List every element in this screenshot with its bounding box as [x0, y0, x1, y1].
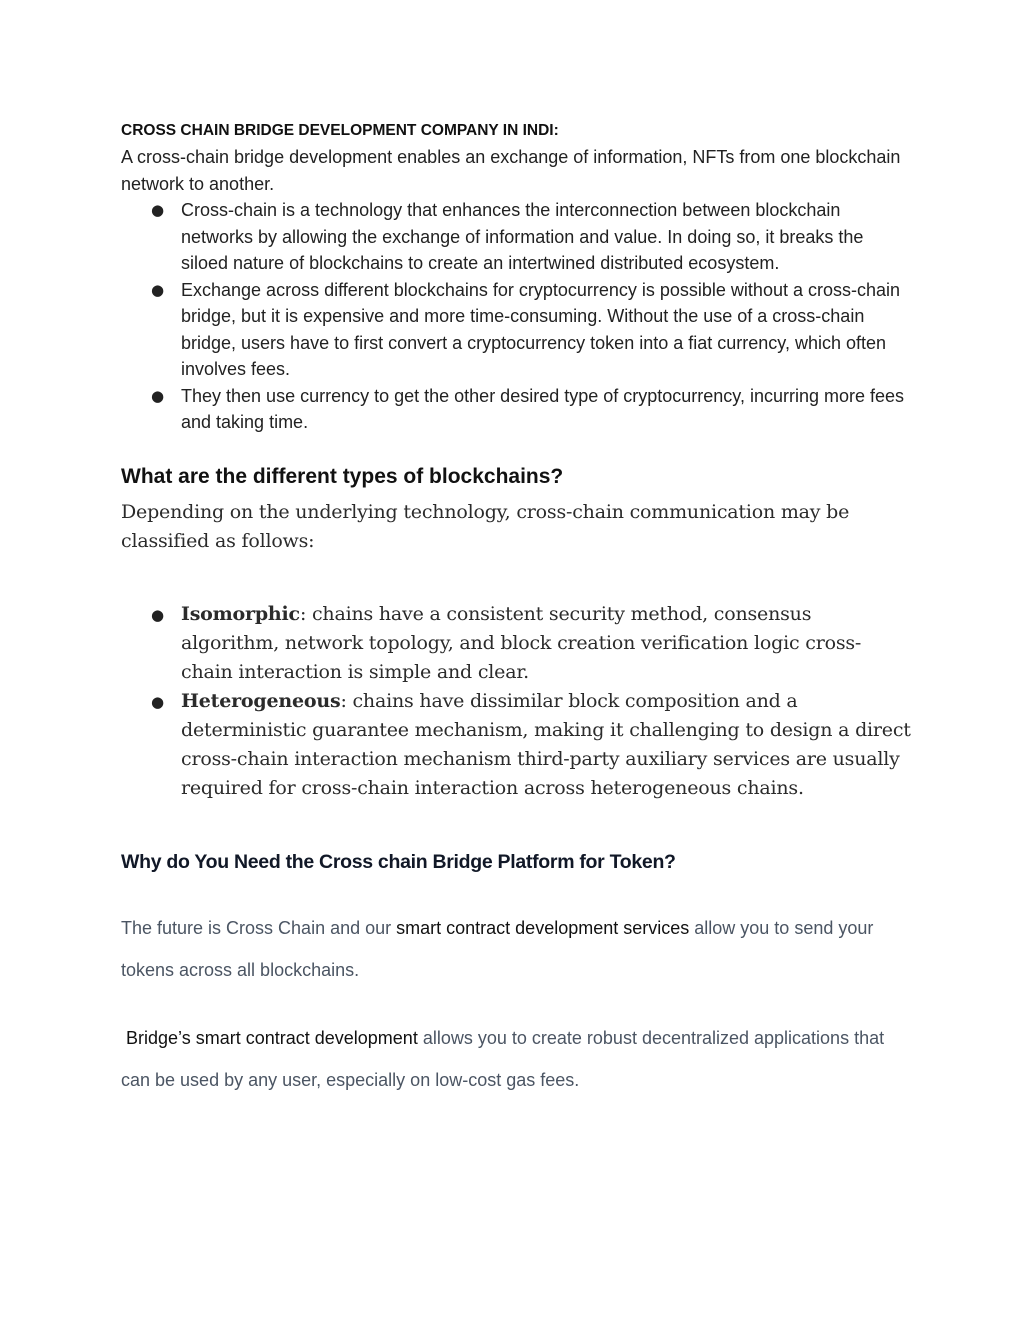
- type-term: Heterogeneous: [181, 689, 341, 712]
- list-item-text: Cross-chain is a technology that enhances the interconnection between blockchain networks by allowing the exchange of information and value. In doing so, it breaks the siloed nature of blockchains to create an intertwined distributed ecosystem.: [181, 200, 864, 273]
- list-item: [151, 197, 911, 277]
- bullet-icon: ●: [151, 386, 165, 405]
- paragraph-text: allows you to create robust decentralized applications that can be used by any user, especially on low-cost gas fees.: [121, 1027, 885, 1090]
- types-bullet-list: [121, 600, 911, 803]
- smart-contract-services-link[interactable]: smart contract development services: [396, 917, 690, 938]
- why-heading: Why do You Need the Cross chain Bridge Platform for Token?: [121, 850, 676, 873]
- paragraph-text: The future is Cross Chain and our: [121, 917, 397, 938]
- document-page: [121, 118, 911, 1101]
- type-term: Isomorphic: [181, 602, 300, 625]
- list-item-text: They then use currency to get the other desired type of cryptocurrency, incurring more fees and taking time.: [181, 385, 905, 432]
- list-item-text: Exchange across different blockchains for cryptocurrency is possible without a cross-chain bridge, but it is expensive and more time-consuming. Without the use of a cross-chain bridge, users have to first convert a cryptocurrency token into a fiat currency, which often involves fees.: [181, 279, 901, 379]
- paragraph-text: allow you to send your tokens across all blockchains.: [121, 917, 874, 980]
- bridge-smart-contract-link[interactable]: Bridge’s smart contract development: [126, 1027, 418, 1048]
- bullet-icon: ●: [151, 692, 164, 711]
- type-description: : chains have dissimilar block composition and a deterministic guarantee mechanism, making it challenging to design a direct cross-chain interaction mechanism third-party auxiliary services are usually required for cross-chain interaction across heterogeneous chains.: [181, 689, 911, 799]
- future-paragraph: [121, 907, 911, 991]
- list-item: [151, 277, 911, 383]
- document-title: CROSS CHAIN BRIDGE DEVELOPMENT COMPANY IN INDI:: [121, 122, 559, 139]
- type-description: : chains have a consistent security method, consensus algorithm, network topology, and block creation verification logic cross-chain interaction is simple and clear.: [181, 602, 862, 683]
- bullet-icon: ●: [151, 605, 164, 624]
- section-heading: What are the different types of blockchains?: [121, 464, 564, 488]
- list-item: [151, 600, 911, 687]
- bullet-icon: ●: [151, 280, 165, 299]
- bridge-paragraph: [121, 1017, 911, 1101]
- bullet-icon: ●: [151, 201, 165, 219]
- intro-paragraph: A cross-chain bridge development enables an exchange of information, NFTs from one blockchain network to another.: [121, 147, 901, 194]
- list-item: [151, 687, 911, 803]
- list-item: [151, 383, 911, 436]
- section-intro: Depending on the underlying technology, cross-chain communication may be classified as follows:: [121, 500, 850, 552]
- overview-bullet-list: [121, 197, 911, 436]
